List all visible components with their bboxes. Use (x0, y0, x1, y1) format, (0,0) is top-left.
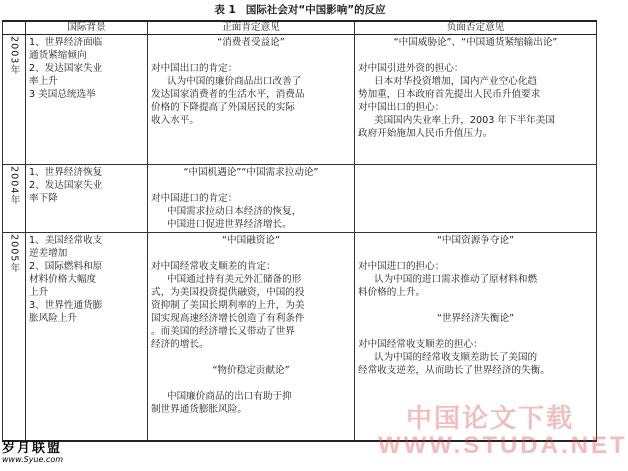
positive-line: 对中国出口的肯定： (151, 63, 238, 74)
negative-line: 日本对华投资增加，国内产业空心化趋 (374, 76, 538, 87)
year-label: 2005年 (8, 234, 20, 274)
negative-line (358, 299, 593, 312)
negative-line: 对中国经常收支顺差的担心： (358, 339, 483, 350)
year-cell (3, 35, 26, 165)
positive-line: 制世界通货膨胀风险。 (151, 404, 247, 415)
positive-line (151, 247, 351, 260)
negative-line (358, 247, 593, 260)
header-positive: 正面肯定意见 (148, 21, 355, 35)
negative-line (358, 325, 593, 338)
background-line: 2、发达国家失业 (29, 63, 103, 74)
year-label: 2003年 (8, 36, 20, 76)
watermark-left-cn: 岁月联盟 (2, 441, 63, 456)
table-row (3, 233, 597, 441)
positive-line: “消费者受益论” (217, 37, 285, 48)
negative-line: 美国国内失业率上升，2003 年下半年美国 (374, 115, 555, 126)
positive-line: 经济的增长。 (151, 339, 209, 350)
table-row (3, 165, 597, 233)
watermark-right-cn: 中国论文下载 (406, 403, 575, 433)
positive-line: “中国融资论” (222, 235, 280, 246)
positive-line: 国实现高速经济增长创造了有利条件 (151, 313, 305, 324)
negative-line: 对中国进口的担心： (358, 261, 445, 272)
positive-line: 中国通过持有美元外汇储备的形 (167, 274, 302, 285)
positive-line: 对中国经常收支顺差的肯定： (151, 261, 276, 272)
positive-line: 。而美国的经济增长又带动了世界 (151, 326, 295, 337)
caption-title: 国际社会对“中国影响”的反应 (245, 4, 386, 16)
positive-line: 发达国家消费者的生活水平，消费品 (151, 89, 305, 100)
background-cell (26, 165, 148, 233)
background-line: 3、世界性通货膨 (29, 300, 103, 311)
positive-line: 资抑制了美国长期利率的上升，为美 (151, 300, 305, 311)
background-line: 率下降 (29, 193, 58, 204)
positive-line (151, 351, 351, 364)
negative-line: 对中国出口的担心： (358, 102, 445, 113)
negative-cell (355, 233, 597, 441)
year-label: 2004年 (8, 166, 20, 206)
background-line: 率上升 (29, 76, 58, 87)
background-line: 通货紧缩倾向 (29, 50, 87, 61)
negative-cell (355, 165, 597, 233)
background-line: 2、发达国家失业 (29, 180, 103, 191)
background-line: 胀风险上升 (29, 313, 77, 324)
reaction-table (2, 20, 597, 442)
background-line: 1、美国经常收支 (29, 235, 103, 246)
positive-line: “中国机遇论”“中国需求拉动论” (183, 167, 319, 178)
background-line: 2、国际燃料和原 (29, 261, 103, 272)
background-line: 逆差增加 (29, 248, 68, 259)
negative-line: “中国资源争夺论” (436, 235, 515, 246)
positive-cell (148, 35, 355, 165)
watermark-left-en: www.Syue.com (2, 455, 64, 464)
negative-line: “世界经济失衡论” (436, 313, 515, 324)
positive-line: 认为中国的廉价商品出口改善了 (167, 76, 302, 87)
background-line: 3 美国总统选举 (29, 89, 96, 100)
table-row (3, 35, 597, 165)
background-line: 材料价格大幅度 (29, 274, 97, 285)
caption-number: 表 1 (214, 4, 236, 16)
negative-cell (355, 35, 597, 165)
positive-line: 收入水平。 (151, 115, 199, 126)
header-year (3, 21, 26, 35)
positive-cell (148, 165, 355, 233)
positive-line: 中国进口促进世界经济增长。 (167, 219, 292, 230)
background-line: 1、世界经济恢复 (29, 167, 103, 178)
positive-line (151, 49, 351, 62)
header-negative: 负面否定意见 (355, 21, 597, 35)
negative-line: 认为中国的经常收支顺差助长了美国的 (374, 352, 538, 363)
header-background: 国际背景 (26, 21, 148, 35)
negative-line: 势加重，日本政府首先提出人民币升值要求 (358, 89, 541, 100)
negative-line: “中国威胁论”、“中国通货紧缩输出论” (393, 37, 558, 48)
positive-line: 价格的下降提高了外国居民的实际 (151, 102, 295, 113)
negative-line: 经常收支逆差，从而助长了世界经济的失衡。 (358, 365, 550, 376)
table-header-row (3, 21, 597, 35)
background-cell (26, 233, 148, 441)
positive-line (151, 377, 351, 390)
negative-line: 对中国引进外资的担心： (358, 63, 464, 74)
negative-line (358, 49, 593, 62)
negative-line: 政府开始施加人民币升值压力。 (358, 128, 493, 139)
positive-line: 中国需求拉动日本经济的恢复， (167, 206, 302, 217)
positive-line (151, 179, 351, 192)
year-cell (3, 233, 26, 441)
background-cell (26, 35, 148, 165)
negative-line: 认为中国的进口需求推动了原材料和燃 (374, 274, 538, 285)
positive-line: 对中国进口的肯定： (151, 193, 238, 204)
negative-line: 料价格的上升。 (358, 287, 426, 298)
background-line: 1、世界经济面临 (29, 37, 103, 48)
positive-cell (148, 233, 355, 441)
year-cell (3, 165, 26, 233)
table-caption (0, 2, 600, 18)
positive-line: 式，为美国投资提供融资，中国的投 (151, 287, 305, 298)
watermark-right-en: WWW.STUDA.NET (378, 432, 628, 459)
background-line: 上升 (29, 287, 49, 298)
positive-line: “物价稳定贡献论” (212, 365, 290, 376)
positive-line: 中国廉价商品的出口有助于抑 (167, 391, 292, 402)
